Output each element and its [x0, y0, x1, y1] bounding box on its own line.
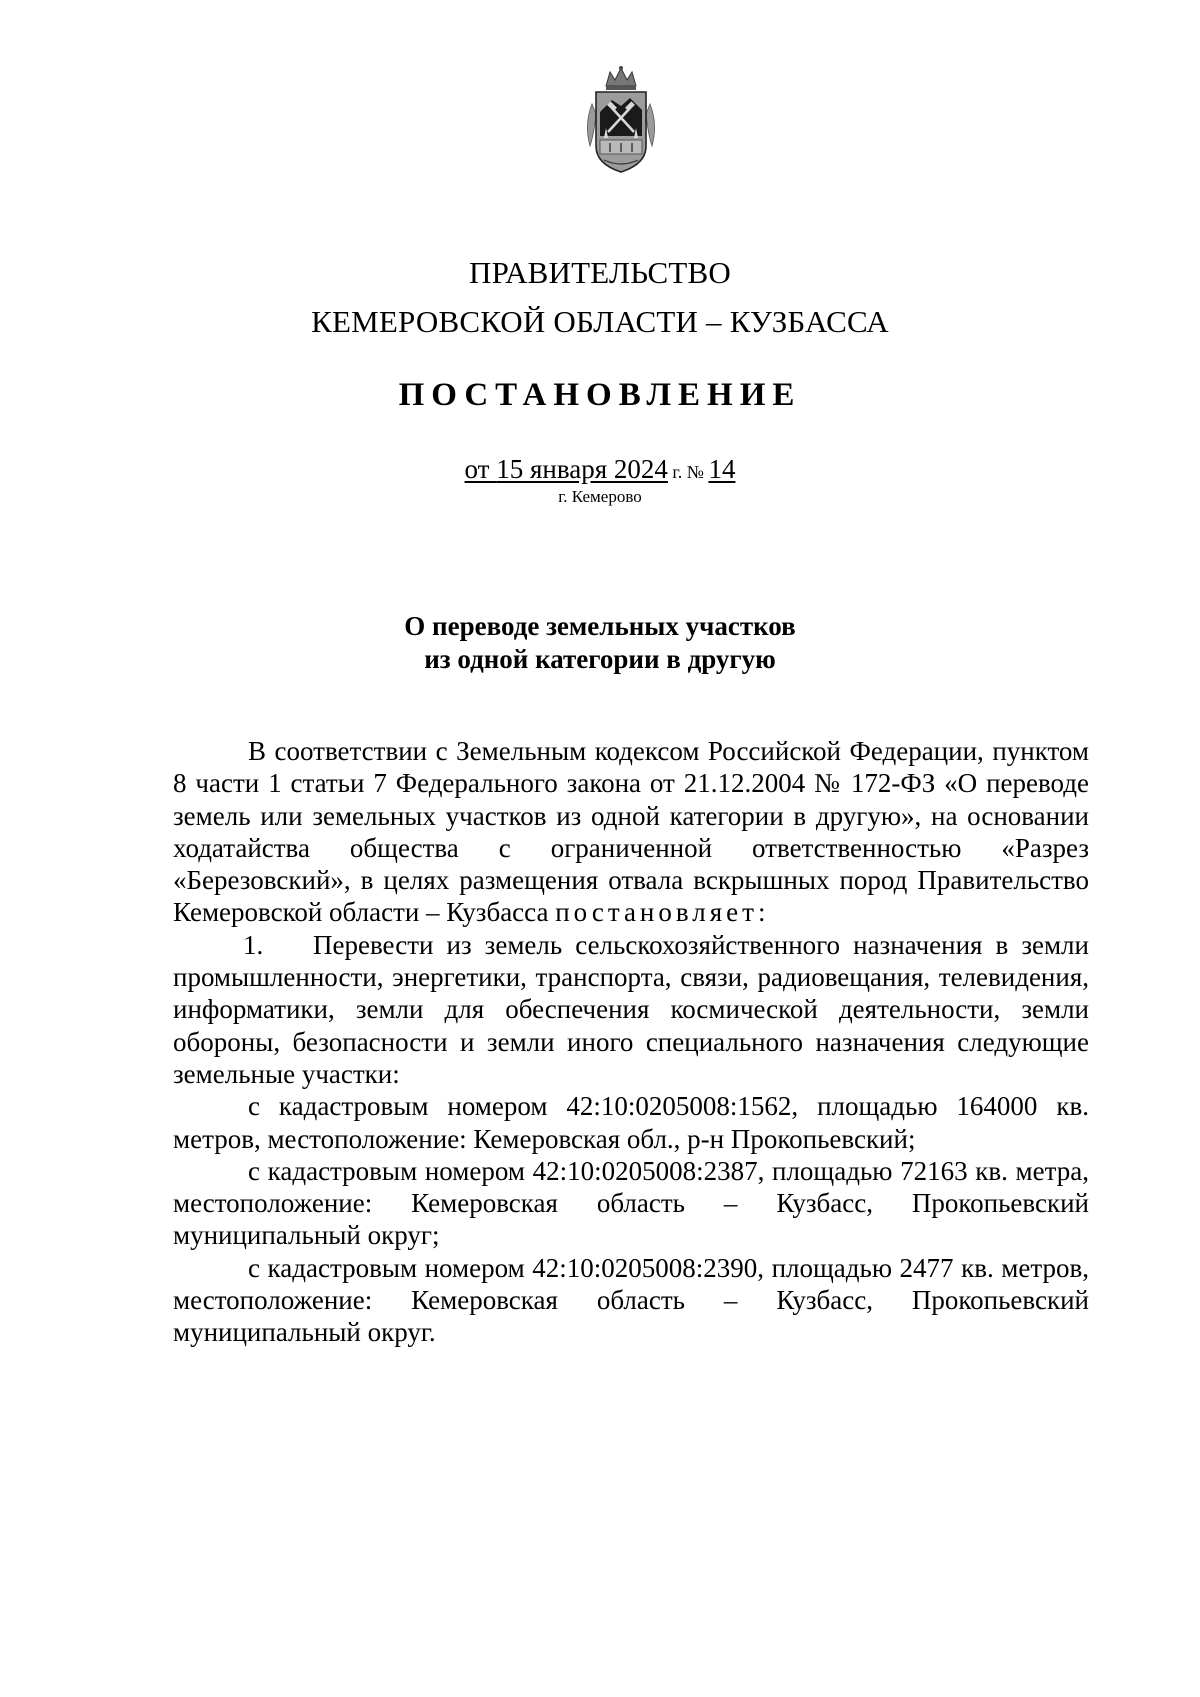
number-sign: №	[682, 462, 709, 482]
resolves-colon: :	[757, 897, 766, 928]
intro-text: В соответствии с Земельным кодексом Российской Федерации, пунктом 8 части 1 статьи 7 Федерального закона от 21.12.2004 № 172-ФЗ «О переводе земель или земельных участков из одной категории в другую», на основании ходатайства общества с ограниченной ответственностью «Разрез «Березовский», в целях размещения отвала вскрышных пород Правительство Кемеровской области – Кузбасса	[173, 736, 1089, 928]
parcel-paragraph: с кадастровым номером 42:10:0205008:2390, площадью 2477 кв. метров, местоположение: Кемеровская область – Кузбасс, Прокопьевский муниципальный округ.	[173, 1252, 1089, 1348]
document-body	[173, 735, 1089, 1349]
item-number: 1.	[243, 929, 264, 960]
document-type-title: ПОСТАНОВЛЕНИЕ	[398, 377, 802, 413]
parcel-paragraph: с кадастровым номером 42:10:0205008:2387, площадью 72163 кв. метра, местоположение: Кемеровская область – Кузбасс, Прокопьевский муниципальный округ;	[173, 1155, 1089, 1251]
document-number: 14	[708, 454, 736, 484]
document-subject	[0, 610, 1200, 676]
item-text: Перевести из земель сельскохозяйственного назначения в земли промышленности, энергетики, транспорта, связи, радиовещания, телевидения, информатики, земли для обеспечения космической деятельности, земли обороны, безопасности и земли иного специального назначения следующие земельные участки:	[173, 929, 1089, 1089]
item-paragraph	[173, 929, 1089, 1090]
resolves-word: постановляет	[555, 897, 758, 928]
date-value: 15 января 2024	[496, 454, 668, 484]
subject-line1: О переводе земельных участков	[404, 611, 796, 641]
government-name-line1: ПРАВИТЕЛЬСТВО	[469, 255, 731, 290]
coat-of-arms-emblem	[582, 64, 660, 174]
document-date-line	[0, 453, 1200, 488]
document-city: г. Кемерово	[558, 487, 642, 506]
subject-line2: из одной категории в другую	[424, 644, 776, 674]
date-year-suffix: г.	[667, 462, 683, 482]
parcel-paragraph: с кадастровым номером 42:10:0205008:1562, площадью 164000 кв. метров, местоположение: Кемеровская обл., р-н Прокопьевский;	[173, 1091, 1089, 1154]
date-prefix: от	[464, 454, 497, 484]
government-name-line2: КЕМЕРОВСКОЙ ОБЛАСТИ – КУЗБАССА	[311, 304, 889, 339]
intro-paragraph	[173, 735, 1089, 929]
government-name	[0, 248, 1200, 346]
